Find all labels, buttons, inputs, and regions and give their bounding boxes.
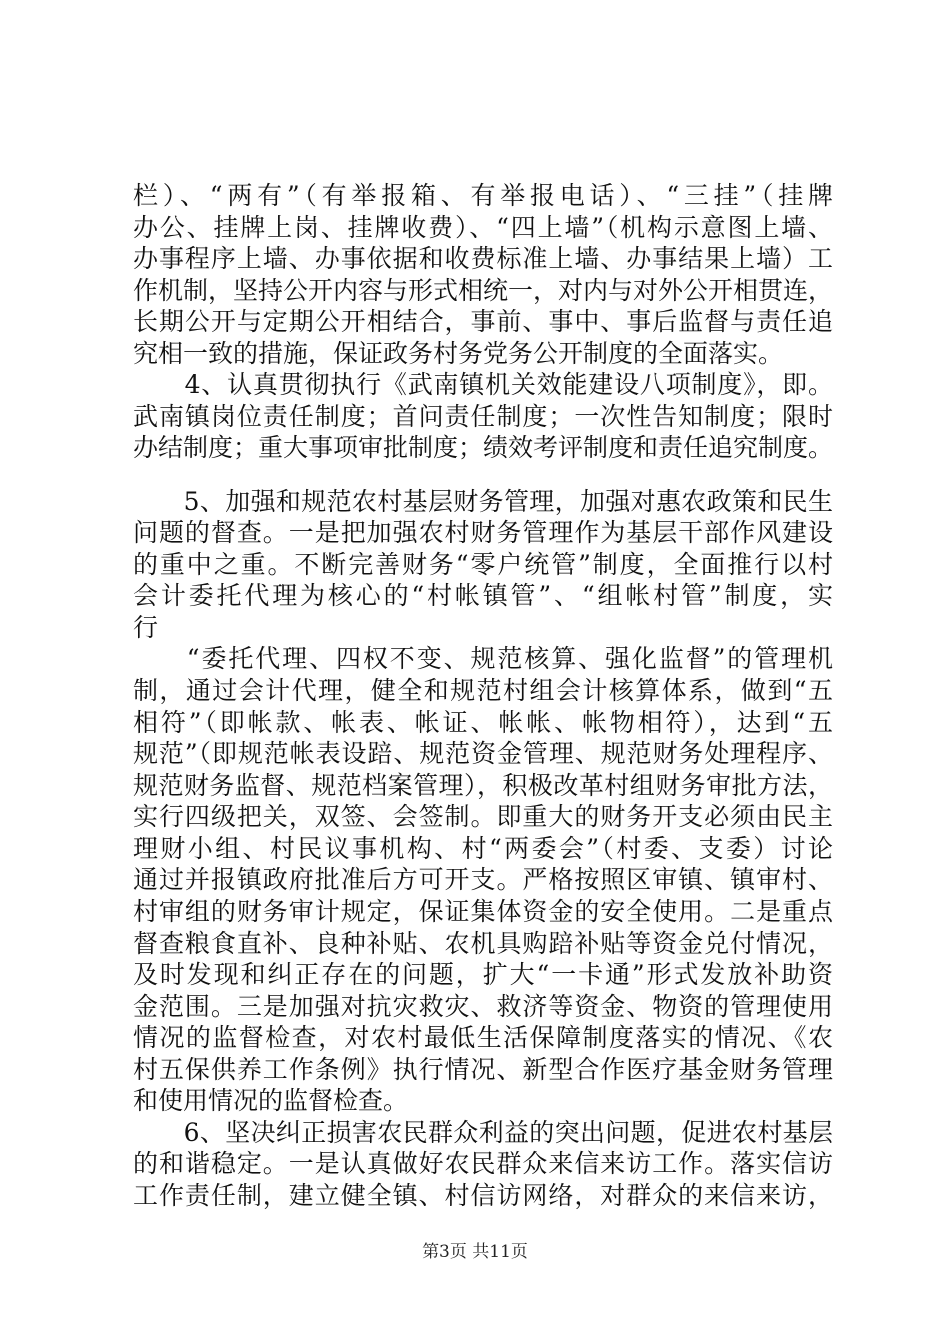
text-line: 6、坚决纠正损害农民群众利益的突出问题，促进农村基层 xyxy=(133,1118,833,1147)
text-line: “委托代理、四权不变、规范核算、强化监督”的管理机 xyxy=(133,644,833,673)
text-line: 办事程序上墙、办事依据和收费标准上墙、办事结果上墙）工 xyxy=(133,244,833,273)
text-line: 5、加强和规范农村基层财务管理，加强对惠农政策和民生 xyxy=(133,487,833,516)
text-line: 及时发现和纠正存在的问题，扩大“一卡通”形式发放补助资 xyxy=(133,960,833,989)
text-line: 村审组的财务审计规定，保证集体资金的安全使用。二是重点 xyxy=(133,897,833,926)
text-line: 作机制，坚持公开内容与形式相统一，对内与对外公开相贯连， xyxy=(133,276,834,305)
text-line: 通过并报镇政府批准后方可开支。严格按照区审镇、镇审村、 xyxy=(133,865,833,894)
text-line: 规范财务监督、规范档案管理），积极改革村组财务审批方法， xyxy=(133,771,833,800)
text-line: 工作责任制，建立健全镇、村信访网络，对群众的来信来访， xyxy=(133,1181,833,1210)
text-line: 究相一致的措施，保证政务村务党务公开制度的全面落实。 xyxy=(133,339,784,368)
text-line: 长期公开与定期公开相结合，事前、事中、事后监督与责任追 xyxy=(133,307,833,336)
text-line: 办公、挂牌上岗、挂牌收费）、“四上墙”（机构示意图上墙、 xyxy=(133,213,833,242)
text-line: 规范”（即规范帐表设踣、规范资金管理、规范财务处理程序、 xyxy=(133,739,833,768)
text-line: 理财小组、村民议事机构、村“两委会”（村委、支委）讨论 xyxy=(133,834,833,863)
text-line: 行 xyxy=(133,613,159,642)
text-line: 4、认真贯彻执行《武南镇机关效能建设八项制度》，即。 xyxy=(133,370,833,399)
text-line: 制，通过会计代理，健全和规范村组会计核算体系，做到“五 xyxy=(133,676,833,705)
text-line: 督查粮食直补、良种补贴、农机具购踣补贴等资金兑付情况， xyxy=(133,929,833,958)
text-line: 办结制度；重大事项审批制度；绩效考评制度和责任追究制度。 xyxy=(133,433,834,462)
text-line: 金范围。三是加强对抗灾救灾、救济等资金、物资的管理使用 xyxy=(133,992,833,1021)
text-line: 的重中之重。不断完善财务“零户统管”制度，全面推行以村 xyxy=(133,550,833,579)
text-line: 相符”（即帐款、帐表、帐证、帐帐、帐物相符），达到“五 xyxy=(133,708,833,737)
text-line: 情况的监督检查，对农村最低生活保障制度落实的情况、《农 xyxy=(133,1023,833,1052)
text-line: 和使用情况的监督检查。 xyxy=(133,1086,409,1115)
text-line: 问题的督查。一是把加强农村财务管理作为基层干部作风建设 xyxy=(133,518,833,547)
page-number-footer: 第3页 共11页 xyxy=(422,1242,528,1262)
text-line: 的和谐稳定。一是认真做好农民群众来信来访工作。落实信访 xyxy=(133,1149,833,1178)
text-line: 武南镇岗位责任制度；首问责任制度；一次性告知制度；限时 xyxy=(133,402,833,431)
text-line: 实行四级把关，双签、会签制。即重大的财务开支必须由民主 xyxy=(133,802,833,831)
text-line: 会计委托代理为核心的“村帐镇管”、“组帐村管”制度，实 xyxy=(133,581,833,610)
text-line: 村五保供养工作条例》执行情况、新型合作医疗基金财务管理 xyxy=(133,1055,833,1084)
text-line: 栏）、“两有”（有举报箱、有举报电话）、“三挂”（挂牌 xyxy=(133,181,833,210)
